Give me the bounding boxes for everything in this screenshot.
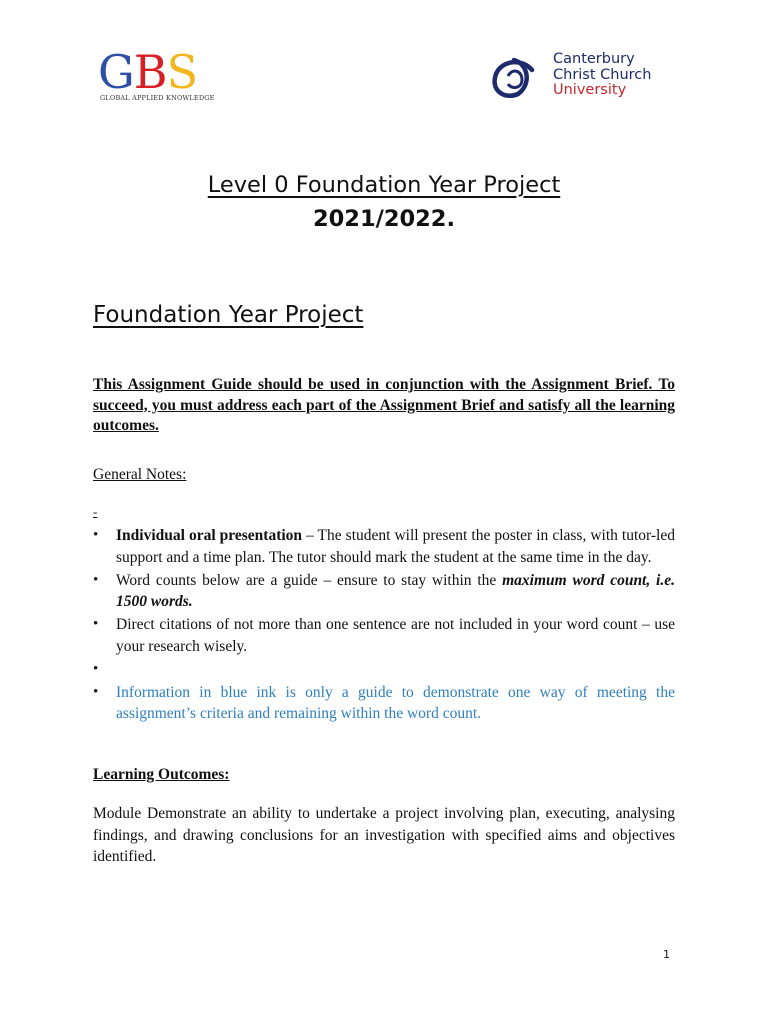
university-logo-line-1: Canterbury [553, 51, 635, 67]
general-notes-heading: General Notes: [93, 466, 187, 483]
university-logo-line-3: University [553, 82, 627, 98]
title-line-1: Level 0 Foundation Year Project [207, 172, 561, 198]
university-logo-text [553, 52, 651, 99]
list-item: • Information in blue ink is only a guide to demonstrate one way of meeting the assignment’s criteria and remaining within the word count. [93, 683, 675, 722]
learning-outcomes-text: Module Demonstrate an ability to undertake a project involving plan, executing, analysing findings, and drawing conclusions for an investigation with specified aims and objectives identified. [93, 805, 675, 865]
list-item: • Direct citations of not more than one sentence are not included in your word count – use your research wisely. [93, 616, 675, 655]
title-line-2: 2021/2022. [312, 206, 455, 232]
bullet-icon: • [93, 527, 99, 543]
page-number: 1 [663, 948, 670, 961]
bullet-icon: • [93, 683, 99, 700]
bullet-icon: • [93, 616, 99, 632]
general-notes-list [93, 525, 675, 726]
bullet-icon: • [93, 571, 99, 588]
university-logo-line-2: Christ Church [553, 66, 652, 83]
stray-mark: - [93, 504, 98, 519]
gbs-logo-letters: GBS [98, 45, 198, 99]
university-logo [488, 50, 678, 106]
document-title [0, 168, 768, 236]
intro-paragraph: This Assignment Guide should be used in conjunction with the Assignment Brief. To succeed, you must address each part of the Assignment Brief and satisfy all the learning outcomes. [93, 376, 675, 434]
list-item: • Word counts below are a guide – ensure to stay within the maximum word count, i.e. 1500 words. [93, 571, 675, 610]
list-item [93, 659, 675, 681]
bullet-icon: • [93, 660, 99, 677]
gbs-logo [98, 45, 238, 104]
gbs-logo-tagline: GLOBAL APPLIED KNOWLEDGE [100, 94, 215, 102]
section-heading: Foundation Year Project [93, 302, 364, 328]
list-item: • Individual oral presentation – The student will present the poster in class, with tutor-led support and a time plan. The tutor should mark the student at the same time in the day. [93, 527, 675, 566]
learning-outcomes-heading: Learning Outcomes: [93, 766, 230, 783]
university-crest-icon [488, 54, 540, 102]
